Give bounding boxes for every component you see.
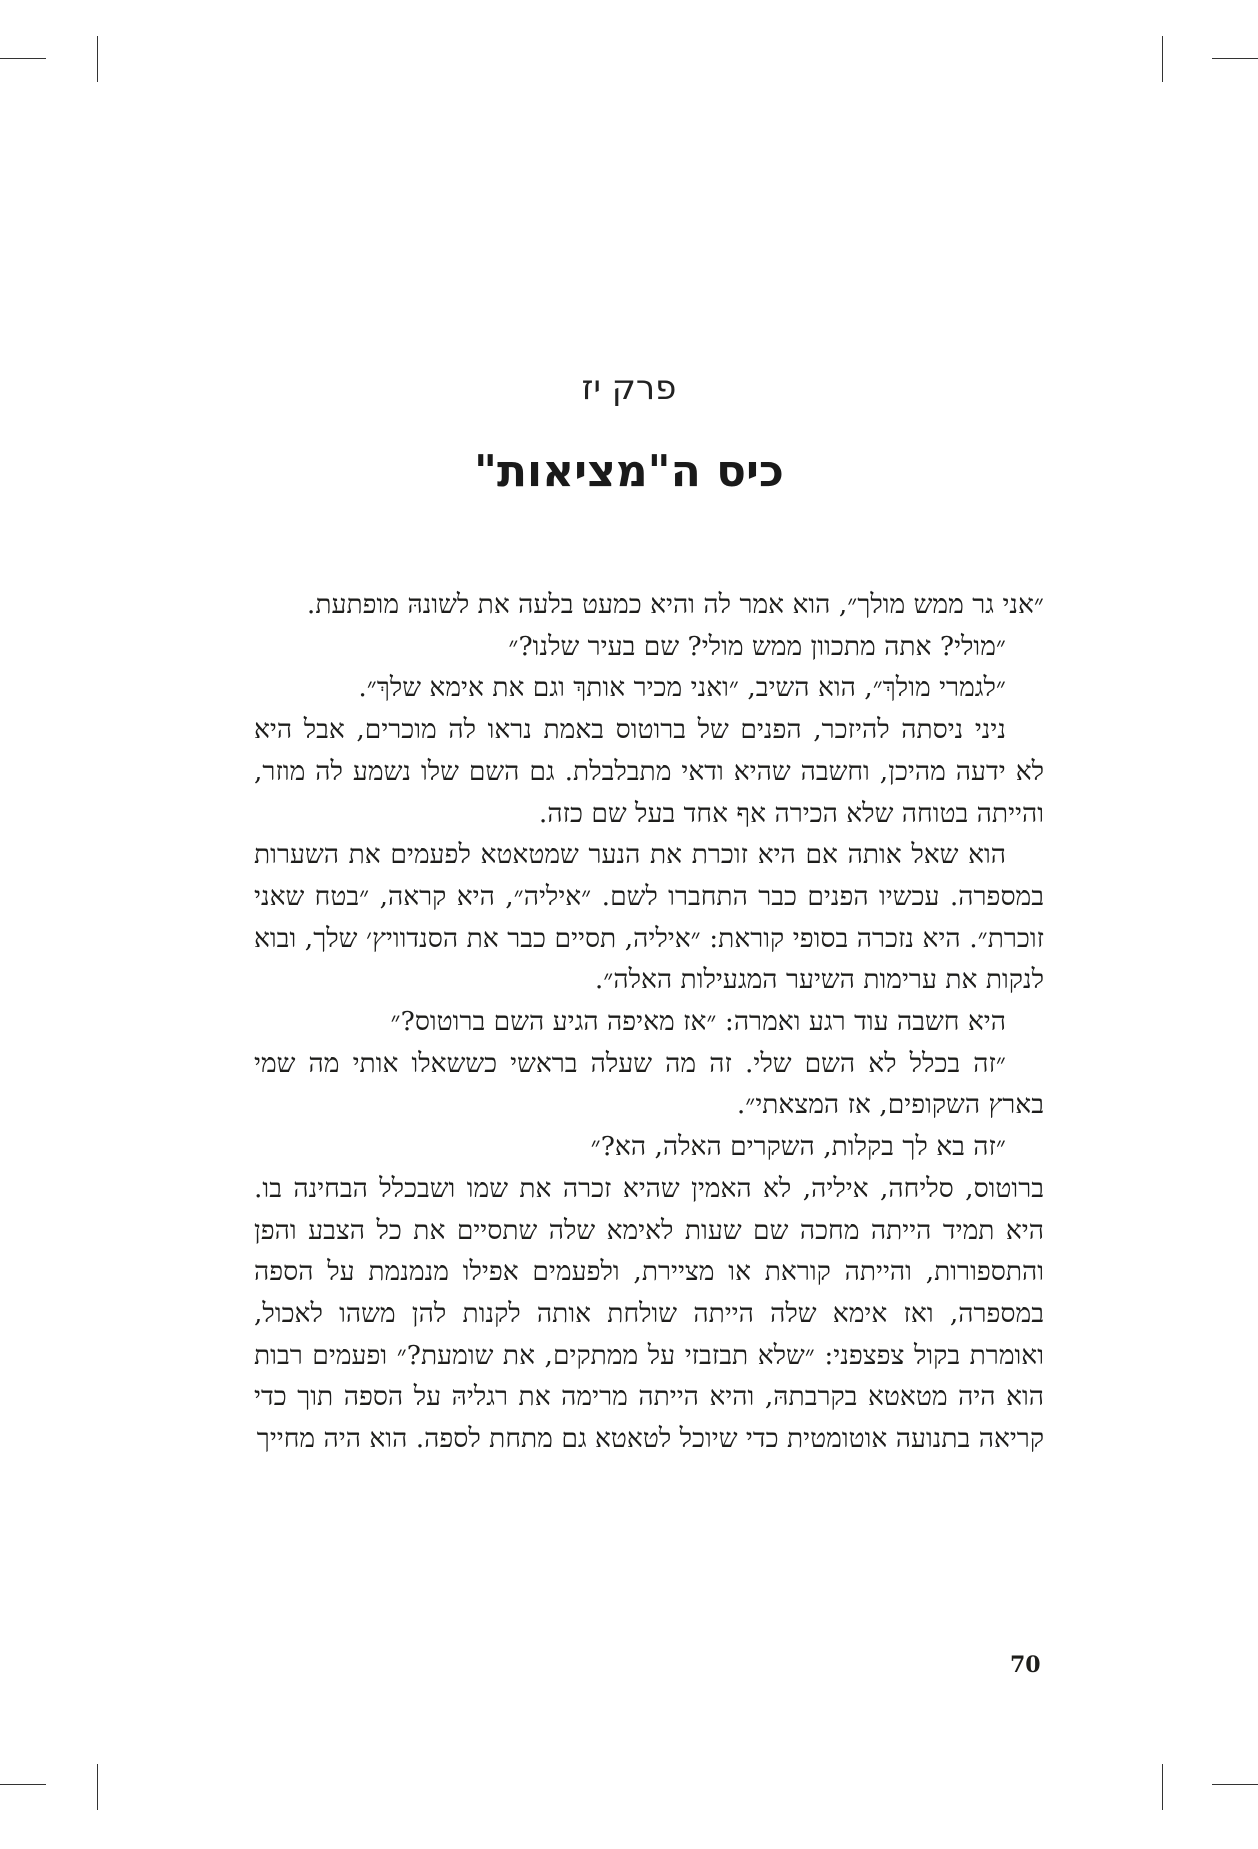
chapter-label: פרק יז xyxy=(581,368,677,408)
paragraph-3: ״לגמרי מולךְ״, הוא השיב, ״ואני מכיר אותךְ וגם את אימא שלךְ״. xyxy=(358,672,1006,704)
crop-mark-bottom-right-v xyxy=(1162,1764,1163,1810)
paragraph-9: ברוטוס, סליחה, איליה, לא האמין שהיא זכרה את שמו ושבכלל הבחינה בו. היא תמיד הייתה מחכה שם שעות לאימא שלה שתסיים את כל הצבע והפן והתספורות, והייתה קוראת או מציירת, ולפעמים אפילו מנמנמת על הספה במספרה, ואז אימא שלה הייתה שולחת אותה לקנות להן משהו לאכול, ואומרת בקול צפצפני: ״שלא תבזבזי על ממתקים, את שומעת?״ ופעמים רבות הוא היה מטאטא בקרבתהּ, והיא הייתה מרימה את רגליהּ על הספה תוך כדי קריאה בתנועה אוטומטית כדי שיוכל לטאטא גם מתחת לספה. הוא היה מחייך xyxy=(254,1172,1044,1455)
page-number: 70 xyxy=(1010,1652,1041,1678)
crop-mark-top-right-h xyxy=(1212,58,1258,59)
crop-mark-top-left-h xyxy=(0,58,46,59)
paragraph-5: הוא שאל אותה אם היא זוכרת את הנער שמטאטא לפעמים את השערות במספרה. עכשיו הפנים כבר התחברו לשם. ״איליה״, היא קראה, ״בטח שאני זוכרת״. היא נזכרה בסופי קוראת: ״איליה, תסיים כבר את הסנדוויץ׳ שלך, ובוא לנקות את ערימות השיער המגעילות האלה״. xyxy=(254,839,1044,996)
paragraph-8: ״זה בא לך בקלות, השקרים האלה, הא?״ xyxy=(590,1131,1006,1163)
paragraph-6: היא חשבה עוד רגע ואמרה: ״אז מאיפה הגיע השם ברוטוס?״ xyxy=(390,1006,1006,1038)
crop-mark-bottom-left-h xyxy=(0,1784,46,1785)
body-text xyxy=(254,584,1044,1460)
paragraph-4: ניני ניסתה להיזכר, הפנים של ברוטוס באמת נראו לה מוכרים, אבל היא לא ידעה מהיכן, וחשבה שהיא ודאי מתבלבלת. גם השם שלו נשמע לה מוזר, והייתה בטוחה שלא הכירה אף אחד בעל שם כזה. xyxy=(254,714,1044,829)
paragraph-2: ״מולי? אתה מתכוון ממש מולי? שם בעיר שלנו?״ xyxy=(508,630,1006,662)
chapter-title: כיס ה"מציאות" xyxy=(474,446,784,497)
crop-mark-bottom-left-v xyxy=(97,1764,98,1810)
crop-mark-top-right-v xyxy=(1162,36,1163,82)
paragraph-1: ״אני גר ממש מולך״, הוא אמר לה והיא כמעט בלעה את לשונהּ מופתעת. xyxy=(306,589,1044,620)
crop-mark-bottom-right-h xyxy=(1212,1784,1258,1785)
crop-mark-top-left-v xyxy=(97,36,98,82)
paragraph-7: ״זה בכלל לא השם שלי. זה מה שעלה בראשי כששאלו אותי מה שמי בארץ השקופים, אז המצאתי״. xyxy=(254,1047,1044,1121)
